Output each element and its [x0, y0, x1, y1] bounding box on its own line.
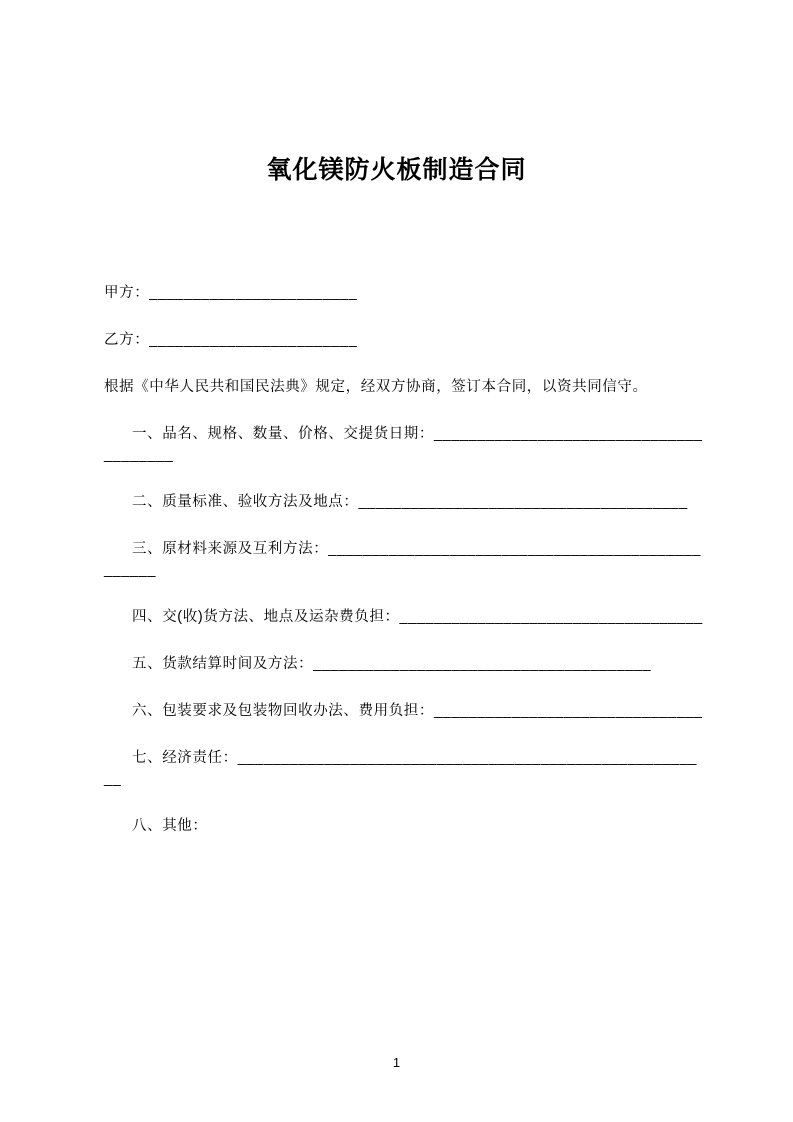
preamble-paragraph: 根据《中华人民共和国民法典》规定，经双方协商，签订本合同，以资共同信守。 [104, 379, 648, 395]
clause-item-3: 三、原材料来源及互利方法：_________________________________________________ [104, 541, 701, 578]
party-a-line: 甲方：________________________ [104, 285, 358, 301]
clause-item-2: 二、质量标准、验收方法及地点：______________________________________ [132, 494, 688, 510]
clause-item-5: 五、货款结算时间及方法：_______________________________________ [132, 656, 652, 672]
page-title: 氧化镁防火板制造合同 [266, 155, 527, 184]
party-b-line: 乙方：________________________ [104, 332, 358, 348]
clause-item-6: 六、包装要求及包装物回收办法、费用负担：_______________________________ [132, 703, 703, 719]
clause-item-1: 一、品名、规格、数量、价格、交提货日期：_______________________________________ [104, 426, 703, 463]
document-body [104, 283, 704, 863]
page-number: 1 [392, 1055, 401, 1070]
clause-item-8: 八、其他： [132, 818, 208, 834]
clause-item-7: 七、经济责任：_______________________________________________________ [104, 750, 697, 787]
clause-item-4: 四、交(收)货方法、地点及运杂费负担：___________________________________ [132, 609, 703, 625]
